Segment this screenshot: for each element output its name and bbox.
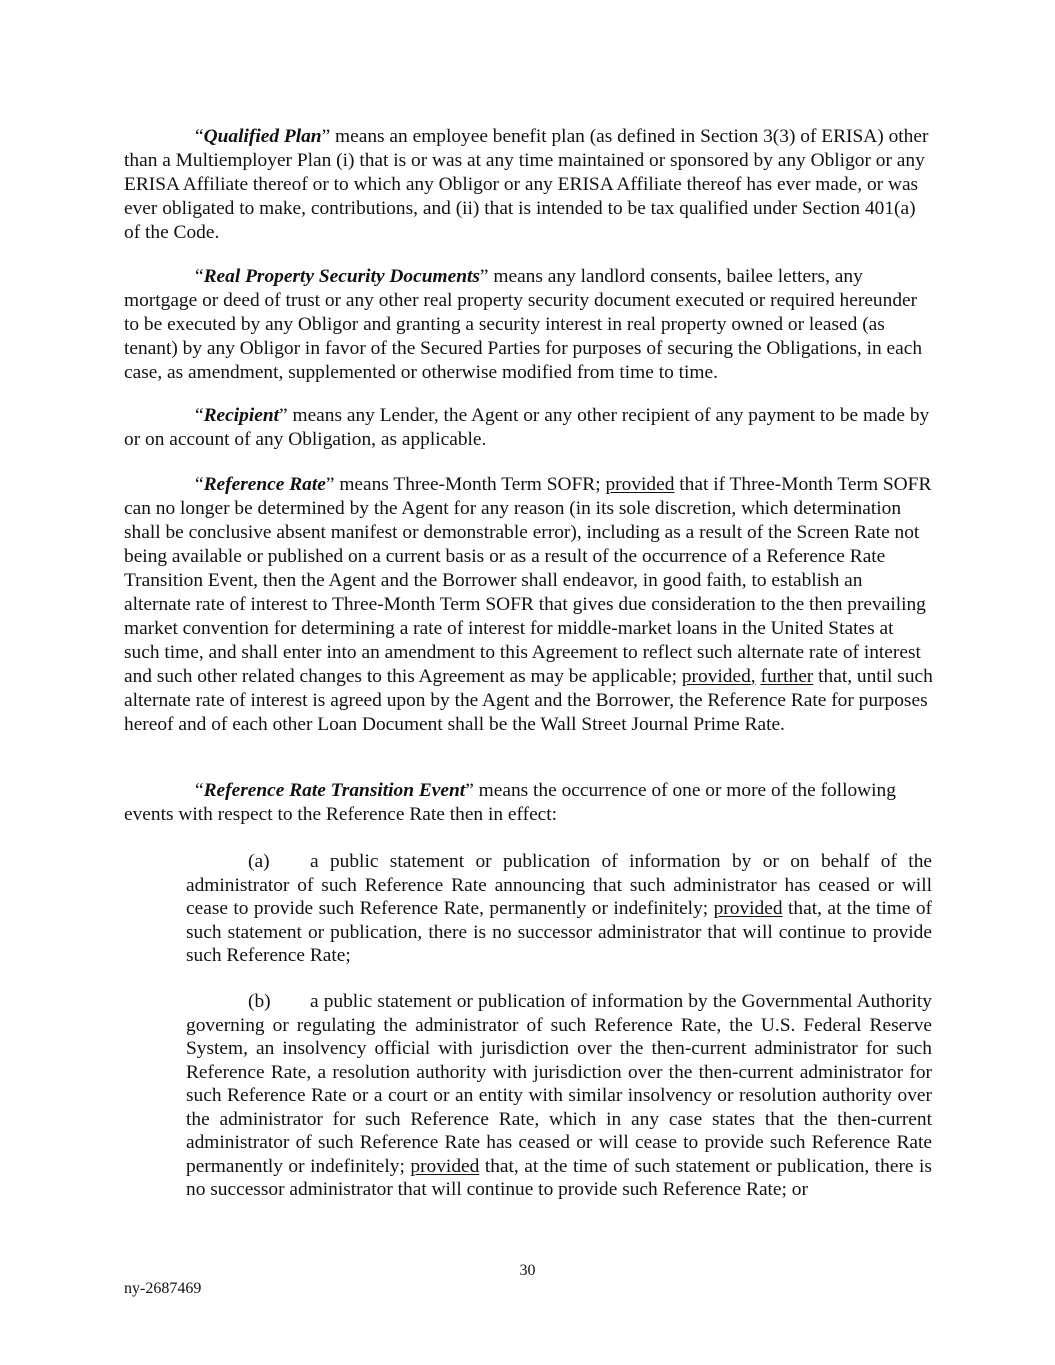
definition-text: means any Lender, the Agent or any other recipient of any payment to be made by or on account of any Obligation, as applicable. (124, 405, 930, 450)
defined-term: Qualified Plan (203, 126, 322, 147)
definition-text: means the occurrence of one or more of the following events with respect to the Reference Rate then in effect: (124, 780, 896, 825)
defined-term: Recipient (203, 405, 280, 426)
clause-text: a public statement or publication of information by the Governmental Authority governing or regulating the administrator of such Reference Rate, the U.S. Federal Reserve System, an insolvency official with jurisdiction over the then-current administrator for such Reference Rate, a resolution authority with jurisdiction over the then-current administrator for such Reference Rate or a court or an entity with similar insolvency or resolution authority over the administrator for such Reference Rate, which in any case states that the then-current administrator of such Reference Rate has ceased or will cease to provide such Reference Rate permanently or indefinitely; (186, 991, 932, 1177)
definition-text: that, until such alternate rate of interest is agreed upon by the Agent and the Borrower, the Reference Rate for purposes hereof and of each other Loan Document shall be the Wall Street Journal Prime Rate. (124, 666, 933, 735)
clause-label: (a) (248, 851, 270, 872)
definition-text: means Three-Month Term SOFR; (339, 474, 601, 495)
definition-text: that if Three-Month Term SOFR can no longer be determined by the Agent for any reason (in its sole discretion, which determination shall be conclusive absent manifest or demonstrable error), including as a result of the Screen Rate not being available or published on a current basis or as a result of the occurrence of a Reference Rate Transition Event, then the Agent and the Borrower shall endeavor, in good faith, to establish an alternate rate of interest to Three-Month Term SOFR that gives due consideration to the then prevailing market convention for determining a rate of interest for middle-market loans in the United States at such time, and shall enter into an amendment to this Agreement to reflect such alternate rate of interest and such other related changes to this Agreement as may be applicable; (124, 474, 932, 687)
defined-term: Reference Rate (203, 474, 326, 495)
defined-term: Reference Rate Transition Event (203, 780, 466, 801)
further-underlined: further (760, 666, 814, 687)
provided-underlined: provided (410, 1155, 480, 1177)
clause-text: that, at the time of such statement or publication, there is no successor administrator that will continue to provide such Reference Rate; or (186, 1155, 932, 1200)
definition-qualified-plan: “Qualified Plan” means an employee benefit plan (as defined in Section 3(3) of ERISA) other than a Multiemployer Plan (i) that is or was at any time maintained or sponsored by any Obligor or any ERISA Affiliate thereof or to which any Obligor or any ERISA Affiliate thereof has ever made, or was ever obligated to make, contributions, and (ii) that is intended to be tax qualified under Section 401(a) of the Code. (124, 126, 929, 243)
clause-text: a public statement or publication of information by or on behalf of the administrator of such Reference Rate announcing that such administrator has ceased or will cease to provide such Reference Rate, permanently or indefinitely; (186, 851, 932, 919)
document-id: ny-2687469 (124, 1280, 202, 1297)
provided-underlined: provided (681, 666, 751, 687)
definition-recipient: “Recipient” means any Lender, the Agent or any other recipient of any payment to be made by or on account of any Obligation, as applicable. (124, 405, 930, 450)
definition-real-property-security-documents: “Real Property Security Documents” means any landlord consents, bailee letters, any mortgage or deed of trust or any other real property security document executed or required hereunder to be executed by any Obligor and granting a security interest in real property owned or leased (as tenant) by any Obligor in favor of the Secured Parties for purposes of securing the Obligations, in each case, as amendment, supplemented or otherwise modified from time to time. (124, 266, 923, 383)
definition-text: means any landlord consents, bailee letters, any mortgage or deed of trust or any other real property security document executed or required hereunder to be executed by any Obligor and granting a security interest in real property owned or leased (as tenant) by any Obligor in favor of the Secured Parties for purposes of securing the Obligations, in each case, as amendment, supplemented or otherwise modified from time to time. (124, 266, 923, 383)
clause-b (186, 990, 932, 1202)
clause-a (186, 850, 932, 968)
clause-text: that, at the time of such statement or publication, there is no successor administrator that will continue to provide such Reference Rate; (186, 898, 932, 966)
defined-term: Real Property Security Documents (203, 266, 480, 287)
definition-reference-rate-transition-event: “Reference Rate Transition Event” means the occurrence of one or more of the following events with respect to the Reference Rate then in effect: (124, 780, 896, 825)
provided-underlined: provided (605, 474, 675, 495)
definition-text: means an employee benefit plan (as defined in Section 3(3) of ERISA) other than a Multiemployer Plan (i) that is or was at any time maintained or sponsored by any Obligor or any ERISA Affiliate thereof or to which any Obligor or any ERISA Affiliate thereof has ever made, or was ever obligated to make, contributions, and (ii) that is intended to be tax qualified under Section 401(a) of the Code. (124, 126, 929, 243)
definition-reference-rate: “Reference Rate” means Three-Month Term SOFR; provided that if Three-Month Term SOFR can no longer be determined by the Agent for any reason (in its sole discretion, which determination shall be conclusive absent manifest or demonstrable error), including as a result of the Screen Rate not being available or published on a current basis or as a result of the occurrence of a Reference Rate Transition Event, then the Agent and the Borrower shall endeavor, in good faith, to establish an alternate rate of interest to Three-Month Term SOFR that gives due consideration to the then prevailing market convention for determining a rate of interest for middle-market loans in the United States at such time, and shall enter into an amendment to this Agreement to reflect such alternate rate of interest and such other related changes to this Agreement as may be applicable; provided, further that, until such alternate rate of interest is agreed upon by the Agent and the Borrower, the Reference Rate for purposes hereof and of each other Loan Document shall be the Wall Street Journal Prime Rate. (124, 474, 933, 735)
clause-label: (b) (248, 991, 271, 1012)
provided-underlined: provided (713, 898, 783, 919)
page-number: 30 (519, 1262, 536, 1279)
